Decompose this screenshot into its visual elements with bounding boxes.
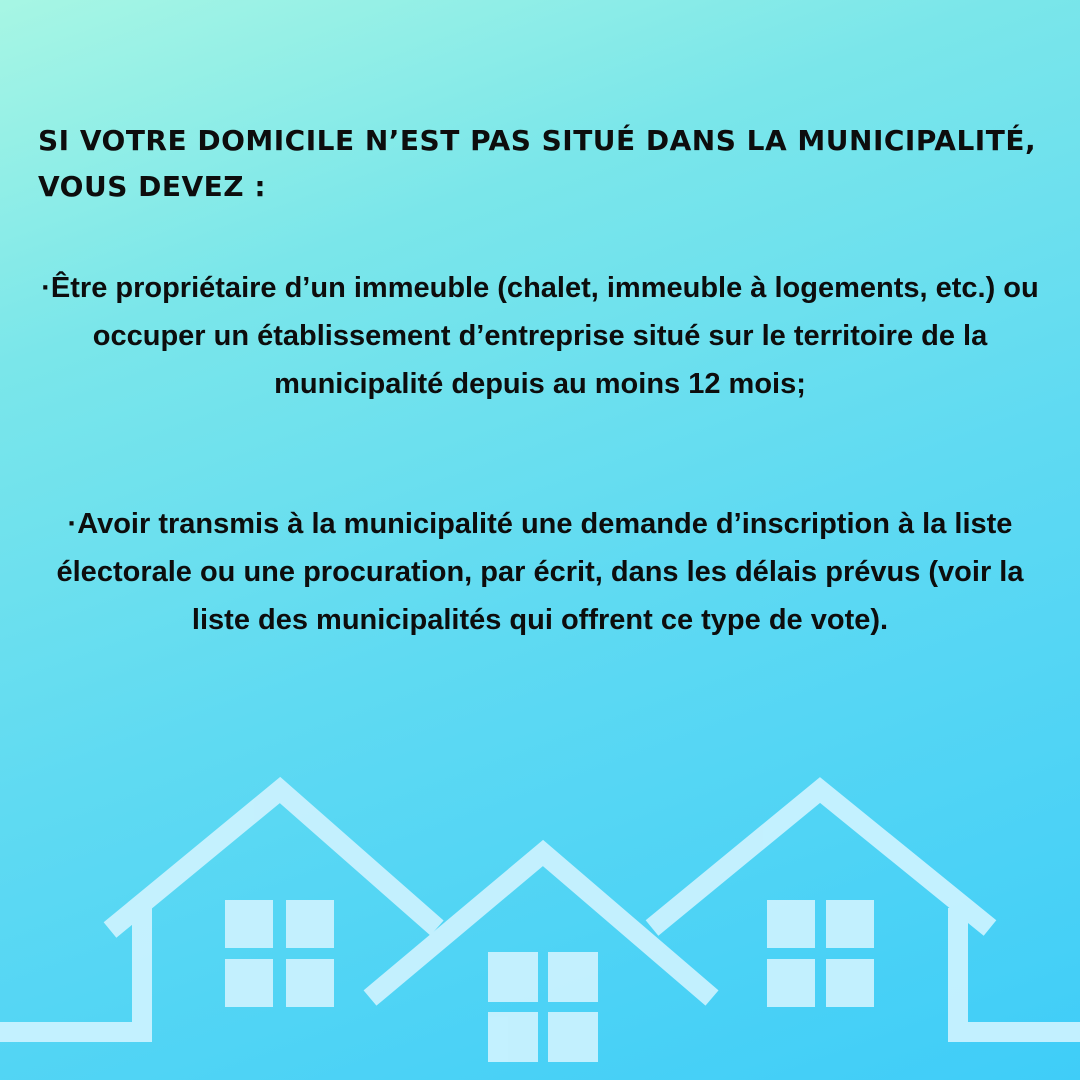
heading-line-1: SI VOTRE DOMICILE N’EST PAS SITUÉ DANS LA MUNICIPALITÉ, [38,124,1037,157]
requirement-registration-request: ·Avoir transmis à la municipalité une demande d’inscription à la liste électorale ou une procuration, par écrit, dans les délais prévus (voir la liste des municipalités qui offrent ce type de vote). [56,508,1024,636]
heading-line-2: VOUS DEVEZ : [38,170,267,203]
middle-house-window [488,952,598,1062]
right-house-window [767,900,874,1007]
requirement-property-owner: ·Être propriétaire d’un immeuble (chalet, immeuble à logements, etc.) ou occuper un établissement d’entreprise situé sur le territoire de la municipalité depuis au moins 12 mois; [41,272,1039,400]
page-heading [38,118,1038,210]
left-house-window [225,900,334,1007]
houses-outline-icon [0,760,1080,1080]
